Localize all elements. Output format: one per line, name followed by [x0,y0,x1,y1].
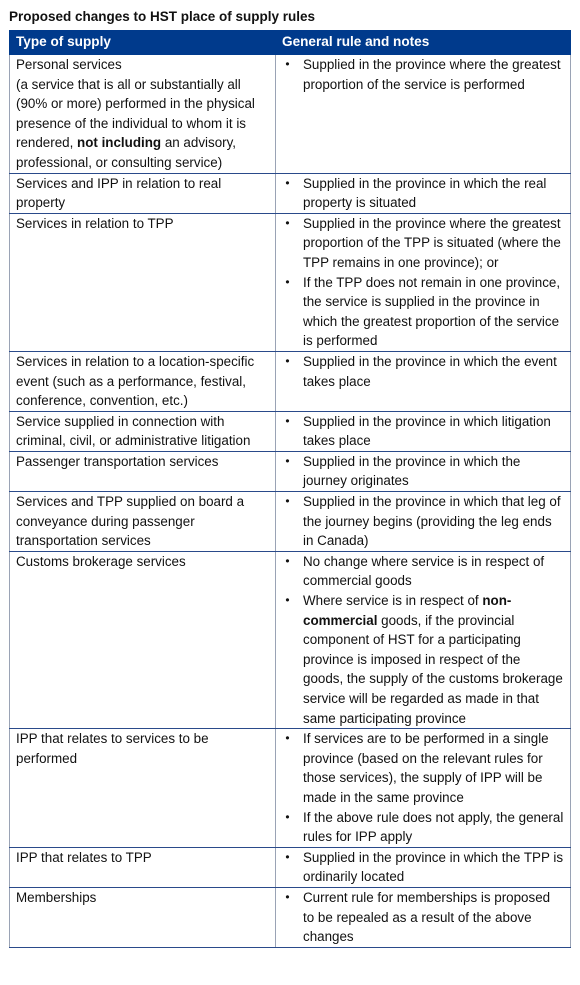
table-row [10,213,571,351]
text-run: Supplied in the province in which the TPP is ordinarily located [303,849,564,885]
rule-bullet-list [280,888,564,947]
header-general-rule: General rule and notes [276,31,571,55]
supply-type-cell [10,887,276,947]
bullet-icon: • [285,353,290,368]
rule-bullet-list [280,352,564,391]
rule-bullet-item [280,492,564,551]
table-row [10,54,571,173]
bullet-icon: • [285,57,290,71]
rule-bullet-item [280,591,564,728]
rule-bullet-item [280,729,564,807]
bullet-icon: • [285,274,290,289]
rule-bullet-item [280,352,564,391]
table-row [10,847,571,887]
text-run: Supplied in the province in which the event takes place [303,353,557,389]
rule-cell [276,54,571,173]
text-run: Services and TPP supplied on board a conveyance during passenger transportation services [16,494,245,549]
text-run: Services in relation to a location-specific event (such as a performance, festival, conference, convention, etc.) [16,353,255,409]
table-row [10,173,571,213]
table-row [10,411,571,451]
table-title: Proposed changes to HST place of supply rules [9,9,316,24]
rule-bullet-item [280,412,564,451]
text-run: If the above rule does not apply, the general rules for IPP apply [303,809,564,845]
supply-type-cell [10,54,276,173]
text-run: Supplied in the province in which that leg of the journey begins (providing the leg ends in Canada) [303,494,561,549]
text-run: Customs brokerage services [16,553,186,569]
rule-cell [276,411,571,451]
bold-text: non-commercial [303,593,512,628]
rule-bullet-item [280,174,564,213]
text-run: Where service is in respect of [303,593,483,609]
text-run: (a service that is all or substantially all (90% or more) performed in the physical presence of the individual to whom it is rendered, [16,76,255,151]
rule-cell [276,351,571,411]
supply-type-cell [10,847,276,887]
text-run: Supplied in the province where the greatest proportion of the TPP is situated (where the TPP remains in one province); or [303,215,561,270]
text-run: Supplied in the province in which the real property is situated [303,175,547,211]
rule-bullet-list [280,492,564,551]
table-row [10,887,571,947]
rule-bullet-list [280,552,564,728]
rule-bullet-list [280,729,564,847]
rule-cell [276,887,571,947]
text-run: Current rule for memberships is proposed to be repealed as a result of the above changes [303,889,551,945]
text-run: an advisory, professional, or consulting service) [16,135,237,170]
rule-cell [276,492,571,552]
supply-type-cell [10,551,276,728]
rule-bullet-list [280,412,564,451]
text-run: Supplied in the province in which litigation takes place [303,413,551,449]
bullet-icon: • [285,175,290,190]
bullet-icon: • [285,731,290,746]
rule-bullet-item [280,214,564,273]
bullet-icon: • [285,453,290,468]
rule-bullet-list [280,452,564,491]
rule-bullet-item [280,848,564,887]
rule-bullet-item [280,452,564,491]
text-run: Memberships [16,889,97,905]
rule-bullet-item [280,55,564,94]
rule-bullet-list [280,174,564,213]
supply-type-cell [10,213,276,351]
rule-cell [276,847,571,887]
supply-type-cell [10,451,276,491]
bullet-icon: • [285,494,290,509]
rule-bullet-list [280,214,564,351]
text-run: Services in relation to TPP [16,215,174,231]
supply-type-cell [10,729,276,848]
rule-bullet-list [280,55,564,94]
supply-type-cell [10,351,276,411]
text-run: IPP that relates to services to be performed [16,731,209,766]
bullet-icon: • [285,849,290,864]
text-run: Passenger transportation services [16,453,219,469]
supply-type-cell [10,492,276,552]
bullet-icon: • [285,215,290,230]
table-row [10,492,571,552]
header-type-of-supply: Type of supply [10,31,276,55]
bullet-icon: • [285,889,290,904]
table-row [10,351,571,411]
text-run: Supplied in the province where the greatest proportion of the service is performed [303,57,561,92]
table-row [10,551,571,728]
text-run: No change where service is in respect of commercial goods [303,553,545,589]
rule-bullet-item [280,273,564,351]
rule-cell [276,729,571,848]
text-run: Services and IPP in relation to real property [16,175,222,211]
bullet-icon: • [285,553,290,568]
rule-cell [276,451,571,491]
rule-bullet-list [280,848,564,887]
supply-type-cell [10,173,276,213]
bullet-icon: • [285,593,290,608]
place-of-supply-table [9,30,571,948]
supply-type-cell [10,411,276,451]
text-run: If services are to be performed in a single province (based on the relevant rules for those services), the supply of IPP will be made in the same province [303,731,549,805]
bold-text: not including [77,135,162,151]
bullet-icon: • [285,413,290,428]
text-run: Supplied in the province in which the journey originates [303,453,521,489]
header-row [10,31,571,55]
text-run: Personal services [16,57,122,72]
rule-bullet-item [280,552,564,591]
rule-cell [276,551,571,728]
text-run: IPP that relates to TPP [16,849,152,865]
rule-bullet-item [280,808,564,847]
rule-bullet-item [280,888,564,947]
text-run: Service supplied in connection with criminal, civil, or administrative litigation [16,413,251,449]
rule-cell [276,213,571,351]
table-row [10,729,571,848]
rule-cell [276,173,571,213]
text-run: If the TPP does not remain in one province, the service is supplied in the province in which the greatest proportion of the service is performed [303,274,561,349]
table-row [10,451,571,491]
bullet-icon: • [285,809,290,824]
text-run: goods, if the provincial component of HST for a participating province is imposed in respect of the goods, the supply of the customs brokerage service will be regarded as made in that same participating province [303,612,563,726]
